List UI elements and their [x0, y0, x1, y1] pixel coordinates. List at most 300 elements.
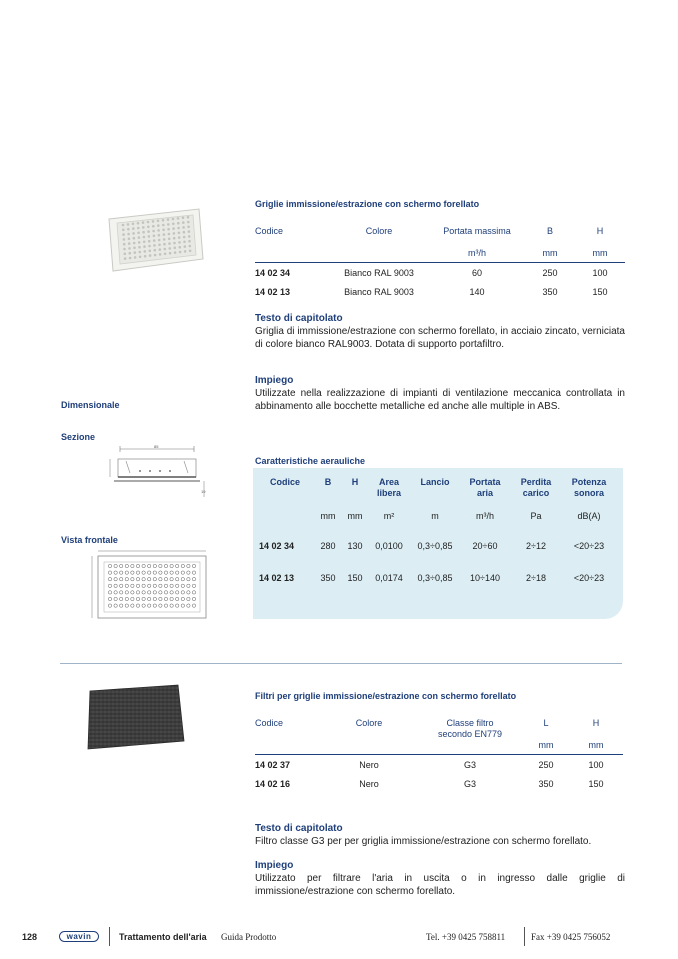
- table-cell: 150: [347, 573, 363, 583]
- front-hole: [125, 591, 128, 594]
- s2-impiego-text: Utilizzato per filtrare l'aria in uscita o in ingresso dalle griglie di immissione/estrazione con schermo forellato.: [255, 873, 625, 897]
- s1-header-colore: Colore: [365, 226, 393, 236]
- section-divider: [60, 663, 622, 664]
- grille-hole: [158, 234, 161, 237]
- s1-header-codice: Codice: [255, 226, 284, 236]
- front-hole: [159, 591, 162, 594]
- grille-hole: [179, 246, 182, 249]
- front-hole: [136, 597, 139, 600]
- grille-hole: [162, 224, 165, 227]
- front-hole: [187, 564, 190, 567]
- grille-hole: [122, 233, 125, 236]
- grille-hole: [173, 237, 176, 240]
- grille-hole: [172, 223, 175, 226]
- grille-hole: [152, 230, 155, 233]
- grille-hole: [173, 232, 176, 235]
- front-hole: [181, 591, 184, 594]
- front-hole: [120, 584, 123, 587]
- front-hole: [181, 571, 184, 574]
- front-hole: [131, 604, 134, 607]
- grille-hole: [163, 243, 166, 246]
- front-hole: [164, 571, 167, 574]
- aero-unit-perdita: Pa: [530, 511, 542, 521]
- grille-hole: [184, 245, 187, 248]
- grille-hole: [123, 243, 126, 246]
- front-hole: [181, 578, 184, 581]
- front-hole: [120, 604, 123, 607]
- grille-hole: [152, 225, 155, 228]
- front-hole: [181, 597, 184, 600]
- table-row: 14 02 13: [255, 287, 291, 297]
- s1-unit-portata: m³/h: [468, 248, 486, 258]
- table-cell: 20÷60: [472, 541, 498, 551]
- front-hole: [192, 591, 195, 594]
- grille-hole: [188, 230, 191, 233]
- table-cell: 130: [347, 541, 363, 551]
- footer-separator: [109, 927, 110, 946]
- grille-hole: [137, 232, 140, 235]
- front-hole: [176, 578, 179, 581]
- grille-hole: [129, 252, 132, 255]
- grille-hole: [122, 224, 125, 227]
- s2-impiego-heading: Impiego: [255, 860, 294, 871]
- front-hole: [131, 571, 134, 574]
- grille-hole: [153, 244, 156, 247]
- front-hole: [159, 564, 162, 567]
- wavin-logo: [59, 931, 99, 942]
- front-hole: [192, 597, 195, 600]
- front-hole: [170, 597, 173, 600]
- grille-hole: [138, 246, 141, 249]
- front-view-drawing: [88, 548, 210, 622]
- grille-hole: [144, 250, 147, 253]
- grille-hole: [159, 253, 162, 256]
- aero-header-lancio: Lancio: [420, 477, 450, 487]
- grille-hole: [124, 257, 127, 260]
- s2-header-codice: Codice: [255, 718, 284, 728]
- front-hole: [148, 584, 151, 587]
- aero-unit-b: mm: [320, 511, 336, 521]
- grille-hole: [167, 218, 170, 221]
- front-hole: [164, 584, 167, 587]
- table-cell: 250: [538, 760, 554, 770]
- s1-header-b: B: [546, 226, 553, 236]
- front-hole: [164, 591, 167, 594]
- grille-hole: [138, 241, 141, 244]
- grille-hole: [178, 236, 181, 239]
- grille-hole: [134, 256, 137, 259]
- front-hole: [136, 591, 139, 594]
- front-hole: [159, 604, 162, 607]
- front-hole: [187, 571, 190, 574]
- grille-hole: [132, 227, 135, 230]
- table-cell: 60: [471, 268, 482, 278]
- aero-header-portata: Portata aria: [469, 477, 501, 498]
- s2-header-colore: Colore: [355, 718, 383, 728]
- front-hole: [192, 584, 195, 587]
- front-hole: [108, 597, 111, 600]
- grille-hole: [182, 221, 185, 224]
- table-cell: 350: [542, 287, 558, 297]
- grille-product-image: [103, 205, 205, 273]
- grille-hole: [178, 232, 181, 235]
- grille-hole: [168, 238, 171, 241]
- grille-hole: [127, 233, 130, 236]
- grille-hole: [157, 229, 160, 232]
- grille-hole: [182, 217, 185, 220]
- front-hole: [181, 564, 184, 567]
- table-cell: 140: [469, 287, 485, 297]
- front-hole: [153, 597, 156, 600]
- front-hole: [159, 571, 162, 574]
- grille-hole: [177, 222, 180, 225]
- grille-hole: [164, 253, 167, 256]
- table-cell: <20÷23: [573, 573, 605, 583]
- front-hole: [142, 564, 145, 567]
- front-hole: [164, 604, 167, 607]
- page-number: 128: [22, 932, 38, 942]
- grille-hole: [137, 222, 140, 225]
- front-hole: [125, 571, 128, 574]
- table-cell: 0,0100: [375, 541, 403, 551]
- grille-hole: [143, 245, 146, 248]
- aero-header-codice: Codice: [269, 477, 300, 487]
- grille-hole: [177, 217, 180, 220]
- table-cell: 10÷140: [470, 573, 500, 583]
- front-hole: [148, 571, 151, 574]
- s1-header-portata: Portata massima: [443, 226, 511, 236]
- grille-hole: [162, 219, 165, 222]
- aero-header-potenza: Potenza sonora: [571, 477, 607, 498]
- table-row: 14 02 16: [255, 779, 291, 789]
- front-hole: [176, 604, 179, 607]
- footer-tel: Tel. +39 0425 758811: [426, 932, 506, 942]
- grille-hole: [183, 231, 186, 234]
- table-cell: 2÷18: [526, 573, 546, 583]
- front-hole: [153, 571, 156, 574]
- front-hole: [153, 604, 156, 607]
- front-hole: [114, 564, 117, 567]
- grille-hole: [154, 249, 157, 252]
- grille-hole: [153, 239, 156, 242]
- aero-header-perdita: Perdita carico: [520, 477, 552, 498]
- front-hole: [125, 604, 128, 607]
- front-hole: [170, 584, 173, 587]
- grille-hole: [139, 251, 142, 254]
- front-hole: [125, 597, 128, 600]
- front-hole: [170, 578, 173, 581]
- front-hole: [192, 604, 195, 607]
- grille-hole: [169, 247, 172, 250]
- table-cell: 150: [588, 779, 604, 789]
- front-hole: [170, 564, 173, 567]
- s2-capitolato-heading: Testo di capitolato: [255, 823, 343, 834]
- s2-header-classe: Classe filtro secondo EN779: [437, 718, 503, 739]
- label-dimensionale: Dimensionale: [61, 400, 120, 410]
- grille-hole: [163, 238, 166, 241]
- table-cell: 0,3÷0,85: [417, 573, 453, 583]
- grille-hole: [179, 251, 182, 254]
- footer-fax: Fax +39 0425 756052: [531, 932, 611, 942]
- front-hole: [114, 604, 117, 607]
- front-hole: [125, 564, 128, 567]
- grille-hole: [172, 227, 175, 230]
- aero-header-area: Area libera: [376, 477, 401, 498]
- front-hole: [153, 578, 156, 581]
- front-hole: [142, 604, 145, 607]
- label-sezione: Sezione: [61, 432, 96, 442]
- s2-unit-h: mm: [588, 740, 604, 750]
- aero-header-b: B: [324, 477, 332, 487]
- table-cell: 0,3÷0,85: [417, 541, 453, 551]
- grille-hole: [158, 244, 161, 247]
- grille-hole: [138, 236, 141, 239]
- front-hole: [131, 597, 134, 600]
- grille-hole: [162, 229, 165, 232]
- front-hole: [159, 578, 162, 581]
- front-hole: [192, 571, 195, 574]
- front-hole: [148, 591, 151, 594]
- grille-hole: [133, 242, 136, 245]
- front-hole: [108, 604, 111, 607]
- front-hole: [176, 591, 179, 594]
- aero-unit-potenza: dB(A): [577, 511, 601, 521]
- grille-hole: [133, 247, 136, 250]
- section1-title: Griglie immissione/estrazione con schermo forellato: [255, 199, 480, 209]
- grille-hole: [123, 238, 126, 241]
- aero-header-h: H: [351, 477, 359, 487]
- front-hole: [108, 584, 111, 587]
- grille-hole: [173, 242, 176, 245]
- grille-hole: [142, 226, 145, 229]
- grille-hole: [177, 227, 180, 230]
- s2-unit-l: mm: [538, 740, 554, 750]
- grille-hole: [182, 226, 185, 229]
- grille-hole: [142, 231, 145, 234]
- front-hole: [114, 578, 117, 581]
- table-cell: 250: [542, 268, 558, 278]
- front-hole: [114, 597, 117, 600]
- grille-hole: [174, 247, 177, 250]
- s1-table-rule: [255, 262, 625, 263]
- front-hole: [148, 597, 151, 600]
- aero-title: Caratteristiche aerauliche: [255, 456, 366, 466]
- front-hole: [176, 571, 179, 574]
- footer-section-title: Trattamento dell'aria: [119, 932, 207, 942]
- table-row: 14 02 34: [255, 268, 291, 278]
- table-cell: Nero: [359, 779, 379, 789]
- table-cell: 280: [320, 541, 336, 551]
- table-row: 14 02 13: [259, 573, 295, 583]
- aero-unit-lancio: m: [431, 511, 439, 521]
- front-hole: [176, 597, 179, 600]
- front-hole: [187, 591, 190, 594]
- front-hole: [108, 578, 111, 581]
- front-hole: [136, 584, 139, 587]
- grille-hole: [169, 252, 172, 255]
- front-hole: [170, 591, 173, 594]
- s2-capitolato-text: Filtro classe G3 per per griglia immissione/estrazione con schermo forellato.: [255, 836, 592, 847]
- front-hole: [131, 591, 134, 594]
- front-hole: [181, 604, 184, 607]
- grille-hole: [147, 226, 150, 229]
- grille-hole: [168, 242, 171, 245]
- s1-header-h: H: [596, 226, 604, 236]
- front-hole: [120, 591, 123, 594]
- front-hole: [131, 584, 134, 587]
- front-hole: [136, 578, 139, 581]
- grille-hole: [187, 216, 190, 219]
- grille-hole: [183, 241, 186, 244]
- front-hole: [187, 584, 190, 587]
- grille-hole: [128, 242, 131, 245]
- table-cell: G3: [463, 760, 476, 770]
- front-hole: [170, 571, 173, 574]
- grille-hole: [127, 223, 130, 226]
- front-hole: [192, 578, 195, 581]
- s2-table-rule: [255, 754, 623, 755]
- dim-width-label: 85: [154, 444, 159, 449]
- front-hole: [181, 584, 184, 587]
- table-cell: Nero: [359, 760, 379, 770]
- table-cell: 2÷12: [526, 541, 546, 551]
- section2-title: Filtri per griglie immissione/estrazione con schermo forellato: [255, 691, 517, 701]
- s1-unit-b: mm: [542, 248, 558, 258]
- grille-hole: [157, 220, 160, 223]
- grille-hole: [153, 235, 156, 238]
- grille-hole: [123, 248, 126, 251]
- front-hole: [120, 597, 123, 600]
- label-vista-frontale: Vista frontale: [61, 535, 118, 545]
- grille-hole: [129, 257, 132, 260]
- grille-hole: [148, 235, 151, 238]
- s1-impiego-heading: Impiego: [255, 375, 294, 386]
- grille-hole: [187, 221, 190, 224]
- grille-hole: [144, 255, 147, 258]
- grille-hole: [158, 239, 161, 242]
- grille-hole: [147, 230, 150, 233]
- grille-hole: [142, 221, 145, 224]
- table-cell: 350: [320, 573, 336, 583]
- front-hole: [114, 571, 117, 574]
- front-hole: [142, 584, 145, 587]
- front-hole: [142, 597, 145, 600]
- footer-separator: [524, 927, 525, 946]
- grille-hole: [137, 227, 140, 230]
- grille-hole: [189, 245, 192, 248]
- grille-hole: [124, 253, 127, 256]
- s1-capitolato-text: Griglia di immissione/estrazione con schermo forellato, in acciaio zincato, verniciata di colore bianco RAL9003. Dotata di supporto portafiltro.: [255, 326, 625, 350]
- grille-hole: [188, 240, 191, 243]
- grille-hole: [163, 233, 166, 236]
- front-hole: [142, 578, 145, 581]
- table-row: 14 02 37: [255, 760, 291, 770]
- front-hole: [164, 564, 167, 567]
- front-hole: [153, 584, 156, 587]
- front-hole: [114, 584, 117, 587]
- section-drawing: [108, 443, 210, 499]
- grille-hole: [127, 228, 130, 231]
- front-hole: [187, 604, 190, 607]
- grille-hole: [172, 218, 175, 221]
- dim-small-label: 19: [201, 489, 206, 494]
- s2-header-l: L: [543, 718, 549, 728]
- table-row: 14 02 34: [259, 541, 295, 551]
- grille-hole: [139, 256, 142, 259]
- grille-hole: [132, 223, 135, 226]
- table-cell: 100: [592, 268, 608, 278]
- front-hole: [125, 578, 128, 581]
- front-hole: [153, 564, 156, 567]
- table-cell: <20÷23: [573, 541, 605, 551]
- s1-capitolato-heading: Testo di capitolato: [255, 313, 343, 324]
- grille-hole: [167, 223, 170, 226]
- aero-unit-portata: m³/h: [476, 511, 494, 521]
- footer-guide: Guida Prodotto: [221, 932, 277, 942]
- grille-hole: [122, 229, 125, 232]
- wavin-logo-text: wavin: [66, 931, 92, 941]
- filter-product-image: [84, 683, 188, 753]
- grille-hole: [189, 250, 192, 253]
- grille-hole: [174, 251, 177, 254]
- grille-hole: [134, 251, 137, 254]
- s1-unit-h: mm: [592, 248, 608, 258]
- front-hole: [131, 578, 134, 581]
- front-hole: [159, 584, 162, 587]
- grille-hole: [183, 236, 186, 239]
- front-hole: [108, 591, 111, 594]
- front-hole: [131, 564, 134, 567]
- grille-hole: [148, 245, 151, 248]
- s1-impiego-text: Utilizzate nella realizzazione di impianti di ventilazione meccanica controllata in abbinamento alle bocchette metalliche ed anche alle multiple in ABS.: [255, 388, 625, 412]
- grille-hole: [159, 248, 162, 251]
- front-hole: [148, 564, 151, 567]
- front-hole: [120, 571, 123, 574]
- front-hole: [164, 578, 167, 581]
- front-hole: [136, 564, 139, 567]
- front-hole: [176, 564, 179, 567]
- grille-hole: [168, 233, 171, 236]
- grille-hole: [188, 235, 191, 238]
- grille-hole: [164, 248, 167, 251]
- grille-hole: [148, 240, 151, 243]
- s2-header-h: H: [592, 718, 600, 728]
- front-hole: [108, 571, 111, 574]
- grille-hole: [184, 250, 187, 253]
- grille-hole: [143, 241, 146, 244]
- grille-hole: [128, 247, 131, 250]
- front-hole: [125, 584, 128, 587]
- grille-hole: [149, 254, 152, 257]
- front-hole: [153, 591, 156, 594]
- front-hole: [136, 604, 139, 607]
- front-hole: [192, 564, 195, 567]
- front-hole: [136, 571, 139, 574]
- front-hole: [164, 597, 167, 600]
- table-cell: 150: [592, 287, 608, 297]
- grille-hole: [133, 237, 136, 240]
- grille-hole: [152, 220, 155, 223]
- grille-hole: [147, 221, 150, 224]
- front-hole: [120, 578, 123, 581]
- grille-hole: [132, 232, 135, 235]
- table-cell: Bianco RAL 9003: [344, 287, 414, 297]
- aero-unit-h: mm: [347, 511, 363, 521]
- front-hole: [187, 597, 190, 600]
- grille-hole: [143, 236, 146, 239]
- table-cell: 0,0174: [375, 573, 403, 583]
- grille-hole: [157, 224, 160, 227]
